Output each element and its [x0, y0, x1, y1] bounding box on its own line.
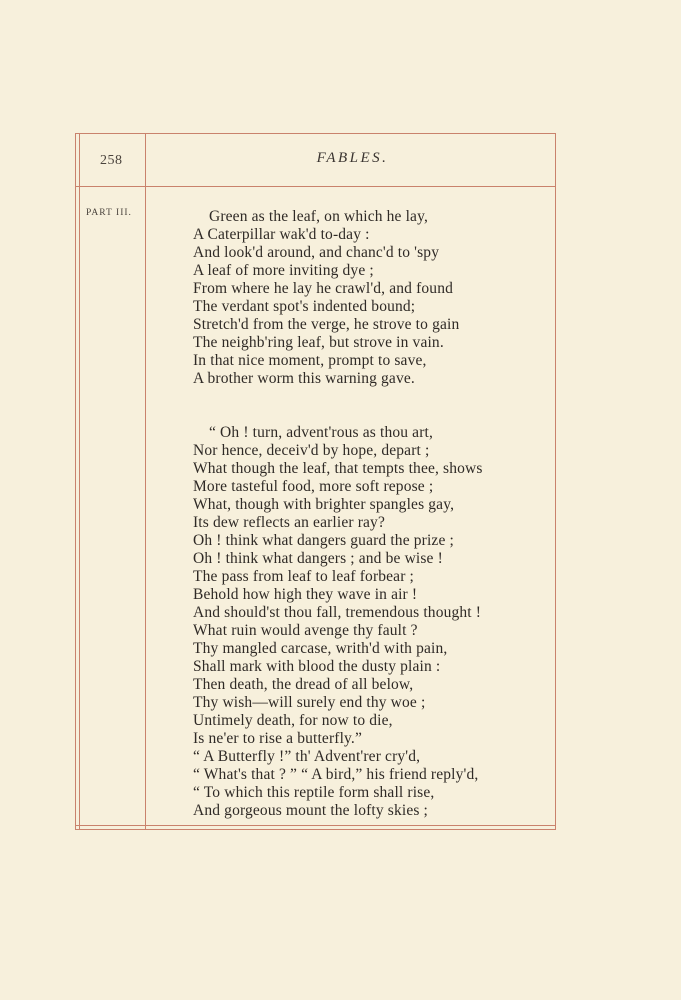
poem-line: A leaf of more inviting dye ;: [193, 262, 374, 279]
poem-line: “ Oh ! turn, advent'rous as thou art,: [209, 424, 433, 441]
poem-line: “ To which this reptile form shall rise,: [193, 784, 435, 801]
poem-body: [193, 208, 533, 820]
poem-line: Stretch'd from the verge, he strove to gain: [193, 316, 460, 333]
poem-line: Is ne'er to rise a butterfly.”: [193, 730, 362, 747]
poem-line: Thy wish—will surely end thy woe ;: [193, 694, 426, 711]
poem-line: “ What's that ? ” “ A bird,” his friend reply'd,: [193, 766, 479, 783]
poem-line: From where he lay he crawl'd, and found: [193, 280, 454, 297]
poem-line: The pass from leaf to leaf forbear ;: [193, 568, 415, 585]
poem-line: A Caterpillar wak'd to-day :: [193, 226, 370, 243]
stanza-2: [193, 424, 533, 820]
header-rule: [76, 186, 555, 187]
part-label: PART III.: [86, 208, 132, 218]
frame-inner-left-rule: [79, 134, 80, 829]
poem-line: And look'd around, and chanc'd to 'spy: [193, 244, 440, 261]
poem-line: What, though with brighter spangles gay,: [193, 496, 455, 513]
poem-line: Then death, the dread of all below,: [193, 676, 414, 693]
poem-line: And gorgeous mount the lofty skies ;: [193, 802, 429, 819]
poem-line: The neighb'ring leaf, but strove in vain.: [193, 334, 444, 351]
poem-line: Its dew reflects an earlier ray?: [193, 514, 385, 531]
page-number: 258: [100, 153, 123, 168]
margin-rule: [145, 134, 146, 829]
running-head: FABLES.: [316, 150, 389, 166]
poem-line: What though the leaf, that tempts thee, shows: [193, 460, 483, 477]
poem-line: “ A Butterfly !” th' Advent'rer cry'd,: [193, 748, 421, 765]
poem-line: Behold how high they wave in air !: [193, 586, 418, 603]
poem-line: A brother worm this warning gave.: [193, 370, 415, 387]
poem-line: What ruin would avenge thy fault ?: [193, 622, 418, 639]
poem-line: Nor hence, deceiv'd by hope, depart ;: [193, 442, 430, 459]
poem-line: Oh ! think what dangers guard the prize ;: [193, 532, 454, 549]
poem-line: Oh ! think what dangers ; and be wise !: [193, 550, 443, 567]
poem-line: Thy mangled carcase, writh'd with pain,: [193, 640, 448, 657]
poem-line: Green as the leaf, on which he lay,: [209, 208, 429, 225]
poem-line: The verdant spot's indented bound;: [193, 298, 416, 315]
poem-line: Untimely death, for now to die,: [193, 712, 393, 729]
poem-line: And should'st thou fall, tremendous thought !: [193, 604, 482, 621]
poem-line: Shall mark with blood the dusty plain :: [193, 658, 441, 675]
poem-line: More tasteful food, more soft repose ;: [193, 478, 434, 495]
poem-line: In that nice moment, prompt to save,: [193, 352, 427, 369]
stanza-1: [193, 208, 533, 388]
frame-inner-bottom-rule: [76, 825, 555, 826]
